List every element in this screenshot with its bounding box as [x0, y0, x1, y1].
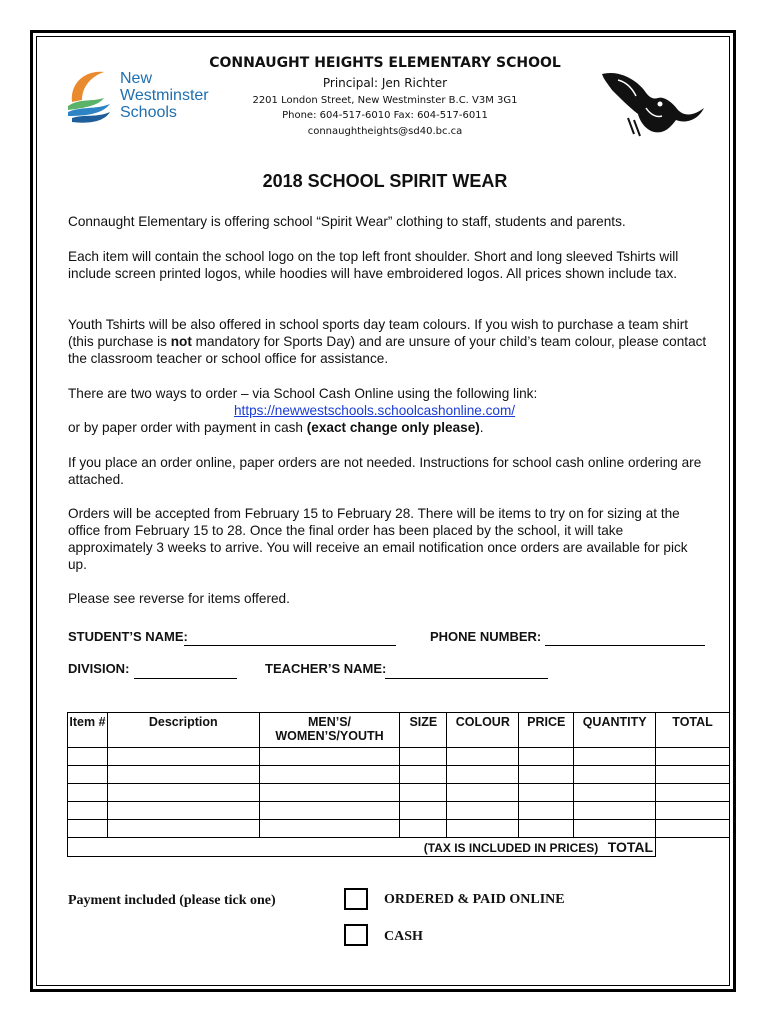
paper-order-text: or by paper order with payment in cash (exact change only please). [68, 420, 484, 435]
cash-checkbox[interactable] [344, 924, 368, 946]
phone-fax-line: Phone: 604-517-6010 Fax: 604-517-6011 [282, 110, 488, 121]
table-row[interactable] [68, 820, 730, 838]
phone-number-field[interactable] [545, 645, 705, 646]
team-colours-paragraph: Youth Tshirts will be also offered in school sports day team colours. If you wish to purchase a team shirt (this purchase is not mandatory for Sports Day) and are unsure of your child’s team colour, please contact the classroom teacher or school office for assistance. [68, 317, 707, 366]
payment-label: Payment included (please tick one) [68, 893, 276, 908]
address-line: 2201 London Street, New Westminster B.C. V3M 3G1 [252, 95, 518, 106]
table-row[interactable] [68, 802, 730, 820]
paid-online-checkbox[interactable] [344, 888, 368, 910]
principal-line: Principal: Jen Richter [322, 76, 448, 90]
logo-text-line: Westminster [120, 87, 209, 104]
order-dates-paragraph: Orders will be accepted from February 15 to February 28. There will be items to try on for sizing at the office from February 15 to 28. Once the final order has been placed by the school, it will take approximately 3 weeks to arrive. You will receive an email notification once orders are available for pick up. [68, 506, 688, 572]
logo-text-line: New [120, 70, 153, 87]
table-row[interactable] [68, 766, 730, 784]
school-name: CONNAUGHT HEIGHTS ELEMENTARY SCHOOL [209, 55, 561, 71]
col-header-total: TOTAL [656, 713, 730, 748]
intro-paragraph: Connaught Elementary is offering school “Spirit Wear” clothing to staff, students and parents. [68, 214, 626, 229]
page-title: 2018 SCHOOL SPIRIT WEAR [262, 171, 508, 191]
cash-label: CASH [384, 929, 423, 944]
tax-note: (TAX IS INCLUDED IN PRICES) [423, 841, 599, 855]
col-header-price: PRICE [519, 713, 574, 748]
table-row[interactable] [68, 784, 730, 802]
email-line: connaughtheights@sd40.bc.ca [307, 126, 463, 137]
teacher-name-label: TEACHER’S NAME: [265, 661, 387, 676]
division-label: DIVISION: [68, 661, 130, 676]
col-header-category: MEN’S/ WOMEN’S/YOUTH [259, 713, 400, 748]
school-cash-online-link[interactable]: https://newwestschools.schoolcashonline.com/ [234, 403, 516, 418]
order-table [67, 712, 730, 857]
online-order-paragraph: If you place an order online, paper orders are not needed. Instructions for school cash online ordering are attached. [68, 455, 702, 487]
total-label: TOTAL [607, 839, 654, 855]
phone-number-label: PHONE NUMBER: [430, 629, 542, 644]
eagle-emblem-icon [598, 68, 710, 140]
table-row[interactable] [68, 748, 730, 766]
col-header-size: SIZE [400, 713, 447, 748]
logo-text-line: Schools [120, 104, 177, 121]
wave-logo-icon [64, 66, 116, 126]
col-header-item: Item # [68, 713, 108, 748]
paid-online-label: ORDERED & PAID ONLINE [384, 892, 565, 907]
see-reverse-text: Please see reverse for items offered. [68, 591, 290, 606]
col-header-quantity: QUANTITY [574, 713, 656, 748]
student-name-label: STUDENT’S NAME: [68, 629, 188, 644]
col-header-description: Description [107, 713, 259, 748]
teacher-name-field[interactable] [385, 678, 548, 679]
logo-paragraph: Each item will contain the school logo on the top left front shoulder. Short and long sleeved Tshirts will include screen printed logos, while hoodies will have embroidered logos. All prices shown include tax. [68, 249, 679, 281]
division-field[interactable] [134, 678, 237, 679]
order-methods-text: There are two ways to order – via School Cash Online using the following link: [68, 386, 538, 401]
total-row [68, 838, 730, 857]
student-name-field[interactable] [184, 645, 396, 646]
grand-total-cell[interactable] [656, 838, 730, 857]
col-header-colour: COLOUR [447, 713, 519, 748]
